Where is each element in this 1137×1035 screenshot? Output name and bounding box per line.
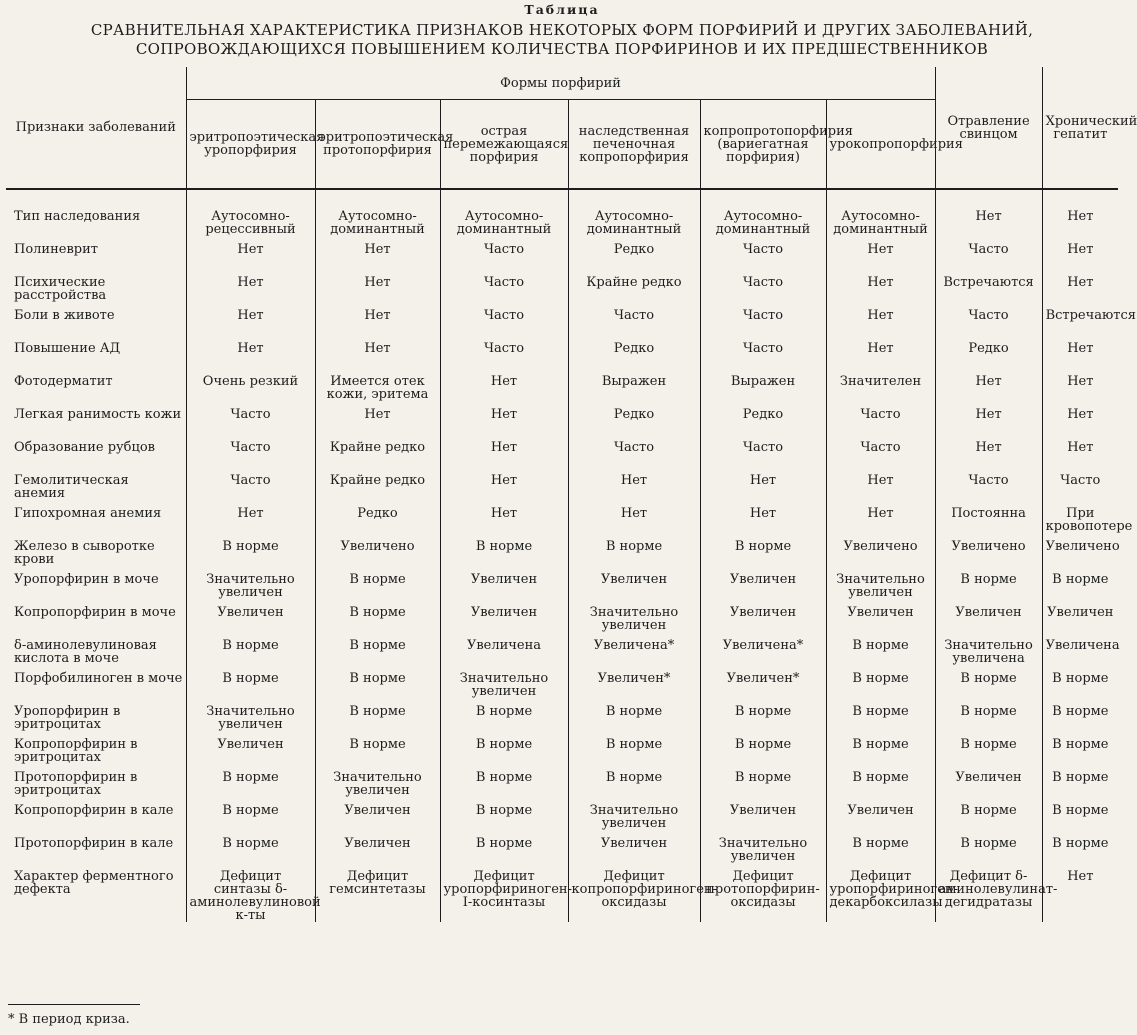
table-cell: Увеличен (568, 573, 700, 606)
table-cell: Увеличен (186, 606, 315, 639)
table-cell: Нет (1067, 374, 1094, 389)
table-cell: Аутосомно-рецессивный (186, 189, 315, 243)
row-label: Боли в животе (6, 309, 186, 342)
table-cell: Часто (935, 243, 1042, 276)
table-cell: В норме (440, 837, 568, 870)
table-cell: Постоянна (935, 507, 1042, 540)
row-label: δ-аминолевулиновая кислота в моче (6, 639, 186, 672)
table-cell: Часто (440, 276, 568, 309)
table-cell: В норме (935, 837, 1042, 870)
table-cell: Нет (440, 474, 568, 507)
table-cell: Нет (826, 309, 935, 342)
table-row (6, 738, 1118, 771)
table-row (6, 672, 1118, 705)
table-cell: В норме (700, 738, 826, 771)
table-cell: Редко (700, 408, 826, 441)
table-cell: Нет (826, 507, 935, 540)
row-label: Протопорфирин в кале (6, 837, 186, 870)
table-cell: Часто (1060, 473, 1101, 488)
table-row (6, 639, 1118, 672)
table-cell: Нет (935, 189, 1042, 243)
table-cell: В норме (186, 672, 315, 705)
header-porphyria-forms: Формы порфирий (186, 67, 935, 100)
table-cell: Увеличено (826, 540, 935, 573)
table-cell: Дефицит протопорфирин-оксидазы (700, 870, 826, 922)
table-cell: Увеличена* (568, 639, 700, 672)
table-cell: Нет (935, 441, 1042, 474)
table-cell: Значительно увеличен (700, 837, 826, 870)
table-row (6, 189, 1118, 243)
table-cell: В норме (1052, 704, 1109, 719)
table-cell: Дефицит копропорфириноген-оксидазы (568, 870, 700, 922)
table-cell: Нет (186, 507, 315, 540)
table-cell: Часто (700, 342, 826, 375)
table-cell: Значительно увеличена (935, 639, 1042, 672)
table-cell: В норме (186, 540, 315, 573)
table-cell: Значительно увеличен (826, 573, 935, 606)
table-cell: Увеличен (826, 804, 935, 837)
table-cell: Редко (568, 408, 700, 441)
table-title (0, 21, 1124, 59)
table-cell: Нет (315, 342, 440, 375)
table-cell: Увеличено (935, 540, 1042, 573)
table-cell: Нет (700, 507, 826, 540)
row-label: Образование рубцов (6, 441, 186, 474)
table-cell: В норме (826, 639, 935, 672)
table-cell: Имеется отек кожи, эритема (315, 375, 440, 408)
header-chronic-hepatitis: Хронический гепатит (1045, 113, 1137, 142)
table-cell: Часто (186, 408, 315, 441)
footnote: * В период криза. (8, 1012, 130, 1027)
table-cell: Нет (826, 342, 935, 375)
table-cell: Нет (826, 243, 935, 276)
header-form-6: урокопропорфирия (826, 100, 935, 190)
row-label: Характер ферментного дефекта (6, 870, 186, 922)
table-label: Таблица (524, 2, 600, 17)
table-cell: Нет (1067, 275, 1094, 290)
table-cell: Увеличено (1045, 539, 1120, 554)
table-row (6, 243, 1118, 276)
row-label: Гипохромная анемия (6, 507, 186, 540)
table-cell: Увеличен (935, 606, 1042, 639)
table-cell: Часто (700, 309, 826, 342)
table-cell: Нет (826, 276, 935, 309)
table-cell: В норме (1052, 572, 1109, 587)
row-label: Копропорфирин в моче (6, 606, 186, 639)
footnote-divider (8, 1004, 140, 1005)
table-cell: В норме (315, 606, 440, 639)
table-cell: В норме (700, 771, 826, 804)
table-row (6, 309, 1118, 342)
table-cell: Нет (440, 507, 568, 540)
porphyria-comparison-table (6, 67, 1137, 923)
header-form-1: эритропоэтическая уропорфирия (186, 100, 315, 190)
table-cell: Нет (315, 408, 440, 441)
table-cell: Увеличен (935, 771, 1042, 804)
table-cell: Часто (568, 441, 700, 474)
table-cell: Увеличен (568, 837, 700, 870)
table-row (6, 375, 1118, 408)
table-cell: Часто (186, 474, 315, 507)
table-cell: Нет (1067, 407, 1094, 422)
table-cell: В норме (1052, 737, 1109, 752)
table-cell: Нет (440, 375, 568, 408)
table-cell: Увеличена (1045, 638, 1120, 653)
table-cell: Нет (440, 408, 568, 441)
table-cell: Увеличен (700, 606, 826, 639)
table-cell: Значительно увеличен (568, 606, 700, 639)
table-cell: Редко (568, 243, 700, 276)
table-cell: Часто (700, 243, 826, 276)
table-cell: Значительно увеличен (186, 705, 315, 738)
table-cell: Нет (700, 474, 826, 507)
title-line-2: СОПРОВОЖДАЮЩИХСЯ ПОВЫШЕНИЕМ КОЛИЧЕСТВА ПОРФИРИНОВ И ИХ ПРЕДШЕСТВЕННИКОВ (135, 40, 989, 58)
row-label: Психические расстройства (6, 276, 186, 309)
table-cell: В норме (826, 672, 935, 705)
table-cell: Увеличен (315, 804, 440, 837)
row-label: Гемолитическая анемия (6, 474, 186, 507)
table-cell: Часто (826, 441, 935, 474)
table-cell: При кровопотере (1045, 506, 1133, 534)
table-cell: Крайне редко (568, 276, 700, 309)
table-cell: Нет (315, 276, 440, 309)
table-cell: В норме (315, 639, 440, 672)
table-cell: В норме (826, 705, 935, 738)
table-cell: Увеличена* (700, 639, 826, 672)
row-label: Копропорфирин в кале (6, 804, 186, 837)
table-cell: Значительно увеличен (440, 672, 568, 705)
table-row (6, 573, 1118, 606)
table-cell: Увеличен (700, 804, 826, 837)
table-cell: Нет (1067, 341, 1094, 356)
table-row (6, 408, 1118, 441)
table-cell: В норме (186, 804, 315, 837)
table-cell: В норме (1052, 803, 1109, 818)
row-label: Повышение АД (6, 342, 186, 375)
table-cell: Нет (186, 342, 315, 375)
table-row (6, 606, 1118, 639)
table-cell: Увеличен (826, 606, 935, 639)
table-cell: Нет (935, 375, 1042, 408)
table-cell: Выражен (700, 375, 826, 408)
table-cell: Увеличен (315, 837, 440, 870)
table-row (6, 540, 1118, 573)
table-cell: Очень резкий (186, 375, 315, 408)
table-cell: В норме (440, 705, 568, 738)
header-form-4: наследственная печеночная копропорфирия (568, 100, 700, 190)
table-cell: В норме (826, 771, 935, 804)
table-cell: Часто (700, 276, 826, 309)
table-row (6, 771, 1118, 804)
row-label: Протопорфирин в эритроцитах (6, 771, 186, 804)
table-row (6, 342, 1118, 375)
header-form-3: острая перемежающаяся порфирия (440, 100, 568, 190)
table-cell: В норме (315, 573, 440, 606)
table-cell: В норме (440, 804, 568, 837)
table-cell: Увеличен (186, 738, 315, 771)
table-row (6, 507, 1118, 540)
table-cell: Крайне редко (315, 474, 440, 507)
table-cell: В норме (440, 771, 568, 804)
row-label: Тип наследования (6, 189, 186, 243)
row-label: Полиневрит (6, 243, 186, 276)
table-cell: В норме (315, 672, 440, 705)
row-label: Железо в сыворотке крови (6, 540, 186, 573)
table-cell: Значителен (826, 375, 935, 408)
table-cell: В норме (568, 540, 700, 573)
table-cell: В норме (568, 771, 700, 804)
table-cell: Дефицит уропорфириноген-I-косинтазы (440, 870, 568, 922)
table-cell: Дефицит синтазы δ-аминолевулиновой к-ты (186, 870, 315, 922)
table-cell: Часто (700, 441, 826, 474)
table-cell: Увеличен (440, 606, 568, 639)
table-body (6, 189, 1136, 923)
table-cell: В норме (935, 573, 1042, 606)
table-cell: В норме (440, 540, 568, 573)
row-label: Легкая ранимость кожи (6, 408, 186, 441)
table-cell: Нет (935, 408, 1042, 441)
table-cell: В норме (440, 738, 568, 771)
table-row (6, 804, 1118, 837)
table-cell: Нет (186, 309, 315, 342)
table-cell: Встречаются (935, 276, 1042, 309)
table-cell: Часто (440, 243, 568, 276)
table-row (6, 474, 1118, 507)
row-label: Уропорфирин в моче (6, 573, 186, 606)
table-cell: В норме (826, 738, 935, 771)
table-cell: В норме (186, 771, 315, 804)
table-cell: В норме (935, 804, 1042, 837)
table-cell: Нет (186, 276, 315, 309)
title-line-1: СРАВНИТЕЛЬНАЯ ХАРАКТЕРИСТИКА ПРИЗНАКОВ НЕКОТОРЫХ ФОРМ ПОРФИРИЙ И ДРУГИХ ЗАБОЛЕВАНИЙ, (90, 21, 1034, 39)
table-cell: Аутосомно-доминантный (700, 189, 826, 243)
table-cell: Значительно увеличен (315, 771, 440, 804)
table-cell: Нет (568, 474, 700, 507)
table-cell: Дефицит гемсинтетазы (315, 870, 440, 922)
table-cell: Увеличен* (700, 672, 826, 705)
table-row (6, 837, 1118, 870)
table-cell: Аутосомно-доминантный (440, 189, 568, 243)
header-signs: Признаки заболеваний (6, 67, 186, 189)
table-cell: Нет (186, 243, 315, 276)
table-cell: Редко (568, 342, 700, 375)
table-cell: В норме (315, 705, 440, 738)
table-row (6, 870, 1118, 922)
table-cell: Дефицит уропорфириноген-декарбоксилазы (826, 870, 935, 922)
table-cell: Нет (315, 309, 440, 342)
table-cell: Нет (568, 507, 700, 540)
table-cell: В норме (935, 672, 1042, 705)
table-cell: Дефицит δ-аминолевулинат-дегидратазы (935, 870, 1042, 922)
table-cell: Нет (440, 441, 568, 474)
table-cell: В норме (315, 738, 440, 771)
table-cell: Аутосомно-доминантный (315, 189, 440, 243)
table-cell: В норме (186, 639, 315, 672)
table-cell: Аутосомно-доминантный (826, 189, 935, 243)
table-cell: Выражен (568, 375, 700, 408)
table-cell: Часто (186, 441, 315, 474)
table-cell: В норме (186, 837, 315, 870)
table-cell: В норме (568, 705, 700, 738)
row-label: Фотодерматит (6, 375, 186, 408)
table-cell: В норме (1052, 671, 1109, 686)
table-cell: В норме (568, 738, 700, 771)
table-cell: Часто (440, 309, 568, 342)
table-cell: В норме (700, 705, 826, 738)
table-cell: В норме (826, 837, 935, 870)
table-cell: Нет (1067, 242, 1094, 257)
table-cell: В норме (700, 540, 826, 573)
table-cell: Редко (315, 507, 440, 540)
table-cell: Нет (315, 243, 440, 276)
table-cell: Крайне редко (315, 441, 440, 474)
table-cell: Увеличено (315, 540, 440, 573)
table-cell: Встречаются (1045, 308, 1136, 323)
table-cell: Часто (440, 342, 568, 375)
table-cell: В норме (1052, 770, 1109, 785)
table-cell: Нет (1067, 440, 1094, 455)
table-cell: Увеличен (700, 573, 826, 606)
table-row (6, 705, 1118, 738)
header-form-2: эритропоэтическая протопорфирия (315, 100, 440, 190)
table-cell: Часто (935, 474, 1042, 507)
table-row (6, 441, 1118, 474)
table-cell: Значительно увеличен (186, 573, 315, 606)
table-cell: В норме (935, 705, 1042, 738)
table-cell: В норме (1052, 836, 1109, 851)
table-cell: Нет (1067, 869, 1094, 884)
table-cell: Увеличен (440, 573, 568, 606)
row-label: Копропорфирин в эритроцитах (6, 738, 186, 771)
table-cell: Часто (826, 408, 935, 441)
table-row (6, 276, 1118, 309)
table-cell: Увеличен (1047, 605, 1114, 620)
table-cell: Часто (935, 309, 1042, 342)
header-form-5: копропротопорфирия (вариегатная порфирия) (700, 100, 826, 190)
table-cell: В норме (935, 738, 1042, 771)
table-cell: Увеличен* (568, 672, 700, 705)
table-cell: Редко (935, 342, 1042, 375)
table-cell: Аутосомно-доминантный (568, 189, 700, 243)
header-lead-poisoning: Отравление свинцом (935, 67, 1042, 189)
table-cell: Нет (826, 474, 935, 507)
table-cell: Нет (1067, 209, 1094, 224)
table-cell: Часто (568, 309, 700, 342)
table-cell: Значительно увеличен (568, 804, 700, 837)
row-label: Уропорфирин в эритроцитах (6, 705, 186, 738)
table-cell: Увеличена (440, 639, 568, 672)
row-label: Порфобилиноген в моче (6, 672, 186, 705)
